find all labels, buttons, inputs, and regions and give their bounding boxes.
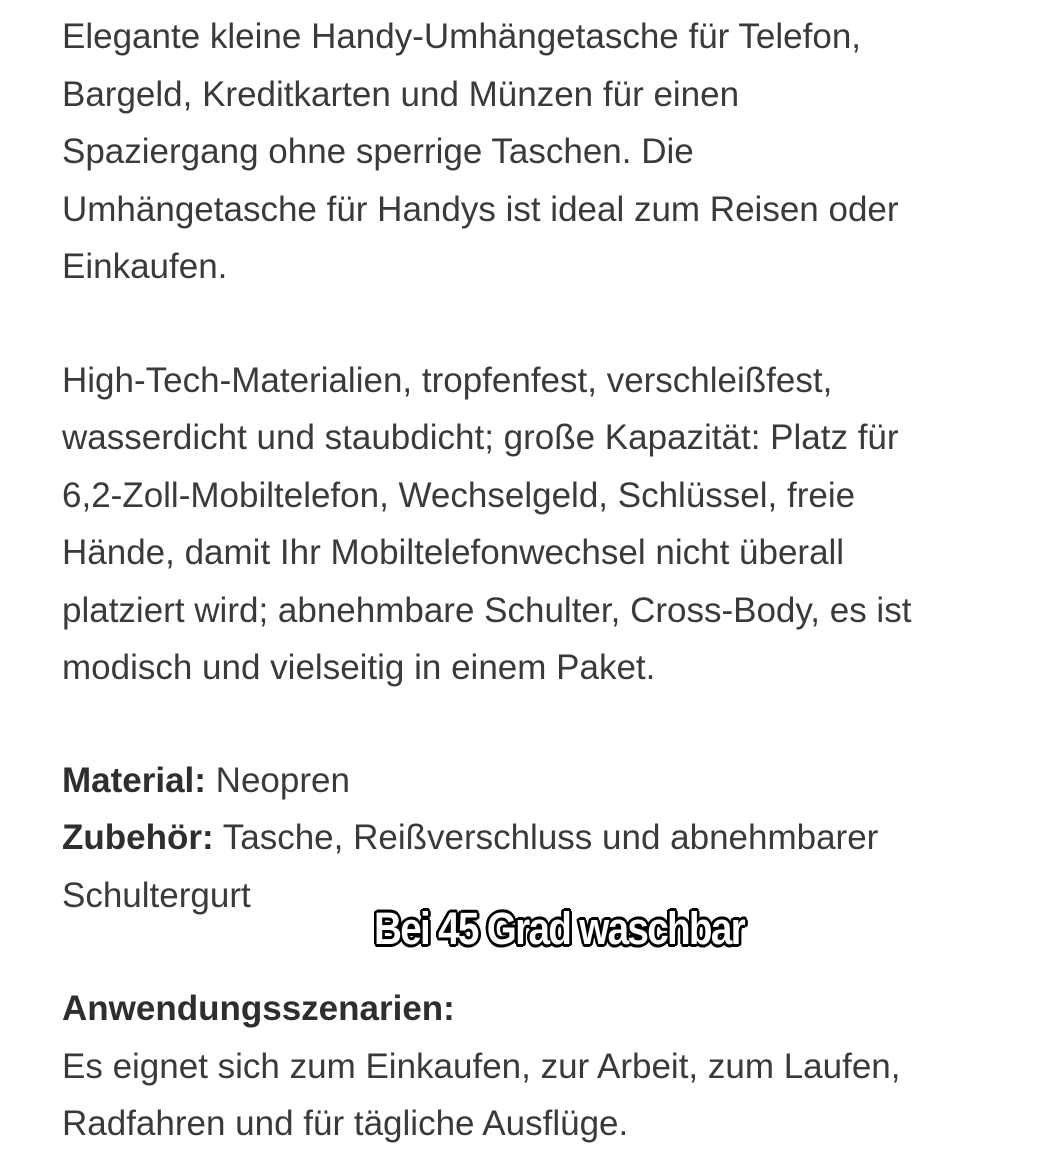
specs-section [62,752,1022,925]
text-line: 6,2-Zoll-Mobiltelefon, Wechselgeld, Schlüssel, freie [62,475,856,515]
features-paragraph [62,352,1022,697]
accessories-value: Tasche, Reißverschluss und abnehmbarer [222,818,879,857]
text-line: Umhängetasche für Handys ist ideal zum Reisen oder [62,189,899,229]
material-row [62,752,1022,810]
usage-label: Anwendungsszenarien: [62,989,455,1028]
paragraph-spacer [62,697,1022,752]
text-line: modisch und vielseitig in einem Paket. [62,648,656,687]
material-value: Neopren [215,760,350,800]
text-line: High-Tech-Materialien, tropfenfest, verschleißfest, [62,360,833,400]
intro-paragraph [62,8,1022,296]
text-line: Spaziergang ohne sperrige Taschen. Die [62,132,694,171]
material-label: Material: [62,760,206,800]
text-line: Elegante kleine Handy-Umhängetasche für Telefon, [62,17,862,56]
text-line: Bargeld, Kreditkarten und Münzen für einen [62,74,740,114]
wash-temperature-caption: Bei 45 Grad waschbar [374,903,744,954]
product-description [62,8,1022,1153]
text-line: Radfahren und für tägliche Ausflüge. [62,1104,629,1143]
usage-section [62,980,1022,1153]
paragraph-spacer [62,296,1022,352]
text-line: Hände, damit Ihr Mobiltelefonwechsel nicht überall [62,533,845,572]
text-line: wasserdicht und staubdicht; große Kapazität: Platz für [62,418,899,457]
accessories-label: Zubehör: [62,818,214,857]
text-line: platziert wird; abnehmbare Schulter, Cross-Body, es ist [62,590,912,630]
text-line: Es eignet sich zum Einkaufen, zur Arbeit, zum Laufen, [62,1046,901,1086]
text-line: Einkaufen. [62,247,228,286]
accessories-row [62,809,1022,867]
accessories-value-continued: Schultergurt [62,875,251,915]
